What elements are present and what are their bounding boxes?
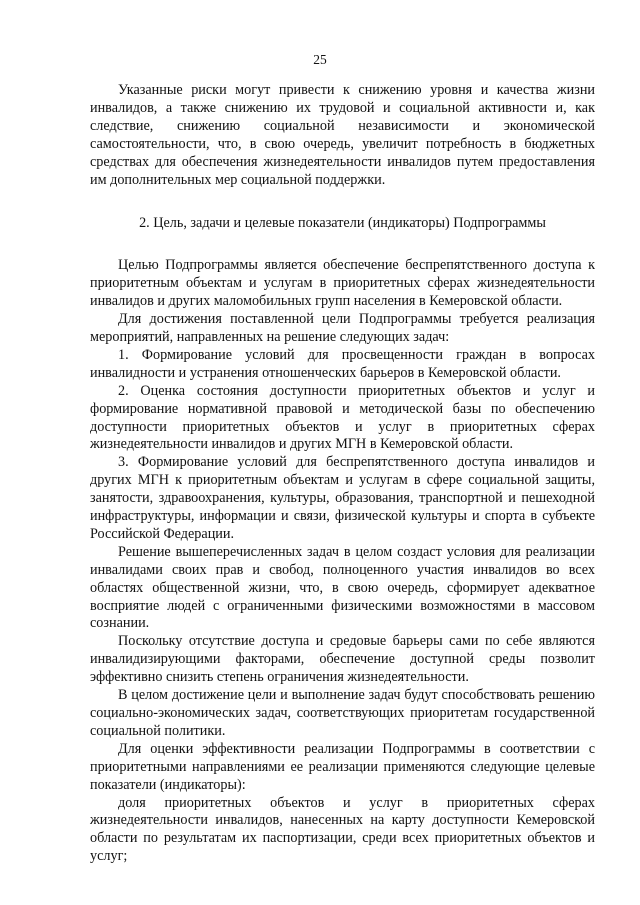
task-1-paragraph: 1. Формирование условий для просвещенности граждан в вопросах инвалидности и устранения отношенческих барьеров в Кемеровской области.	[90, 346, 595, 381]
tasks-intro-paragraph: Для достижения поставленной цели Подпрограммы требуется реализация мероприятий, направленных на решение следующих задач:	[90, 311, 595, 345]
indicator-1-paragraph: доля приоритетных объектов и услуг в приоритетных сферах жизнедеятельности инвалидов, нанесенных на карту доступности Кемеровской области по результатам их паспортизации, среди всех приоритетных объектов и услуг;	[90, 794, 595, 865]
barriers-paragraph: Поскольку отсутствие доступа и средовые барьеры сами по себе являются инвалидизирующими факторами, обеспечение доступной среды позволит эффективно снизить степень ограничения жизнедеятельности.	[90, 633, 595, 686]
task-2-paragraph: 2. Оценка состояния доступности приоритетных объектов и услуг и формирование нормативной правовой и методической базы по обеспечению доступности приоритетных объектов и услуг в приоритетных сферах жизнедеятельности инвалидов и других МГН в Кемеровской области.	[90, 382, 595, 453]
task-3-paragraph: 3. Формирование условий для беспрепятственного доступа инвалидов и других МГН к приоритетным объектам и услугам в сфере социальной защиты, занятости, здравоохранения, культуры, образования, транспортной и пешеходной инфраструктуры, информации и связи, физической культуры и спорта в субъекте Российской Федерации.	[90, 454, 595, 542]
goal-paragraph: Целью Подпрограммы является обеспечение беспрепятственного доступа к приоритетным объектам и услугам в приоритетных сферах жизнедеятельности инвалидов и других маломобильных групп населения в Кемеровской области.	[90, 257, 595, 310]
solution-paragraph: Решение вышеперечисленных задач в целом создаст условия для реализации инвалидами своих прав и свобод, полноценного участия инвалидов во всех областях общественной жизни, что, в свою очередь, сформирует адекватное восприятие людей с ограниченными физическими возможностями в массовом сознании.	[90, 543, 595, 632]
page-number: 25	[313, 52, 327, 67]
outcome-paragraph: В целом достижение цели и выполнение задач будут способствовать решению социально-экономических задач, соответствующих приоритетам государственной социальной политики.	[90, 687, 595, 739]
risk-paragraph: Указанные риски могут привести к снижению уровня и качества жизни инвалидов, а также снижению их трудовой и социальной активности и, как следствие, снижению социальной независимости и экономической самостоятельности, что, в свою очередь, увеличит потребность в бюджетных средствах для обеспечения жизнедеятельности инвалидов путем предоставления им дополнительных мер социальной поддержки.	[90, 82, 595, 188]
page-body	[90, 82, 595, 866]
indicators-intro-paragraph: Для оценки эффективности реализации Подпрограммы в соответствии с приоритетными направлениями ее реализации применяются следующие целевые показатели (индикаторы):	[90, 740, 595, 793]
section-heading: 2. Цель, задачи и целевые показатели (индикаторы) Подпрограммы	[139, 215, 546, 232]
